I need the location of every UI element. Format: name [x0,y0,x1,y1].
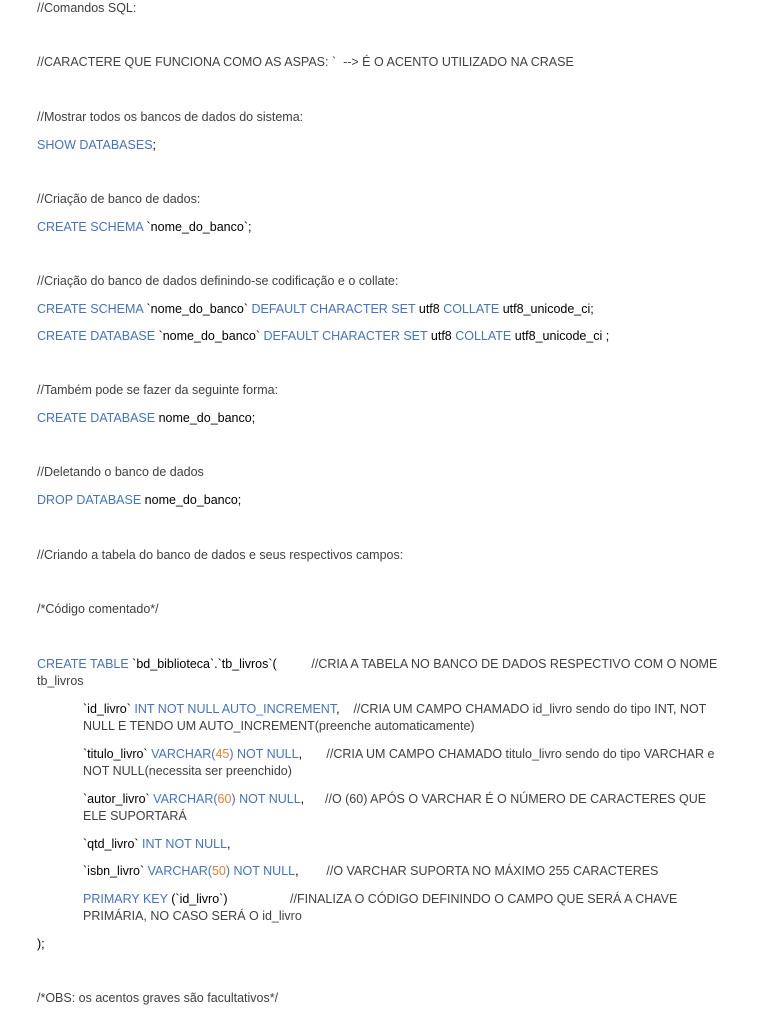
sql-text: `nome_do_banco`; [143,220,252,234]
sql-text: ; [152,138,157,152]
sql-keyword: CREATE TABLE [37,657,129,671]
code-line [37,891,727,925]
sql-text: `titulo_livro` [83,747,152,761]
code-line [37,219,727,236]
sql-text: , [336,702,340,716]
comment-line: //CARACTERE QUE FUNCIONA COMO AS ASPAS: ` --> É O ACENTO UTILIZADO NA CRASE [37,55,574,69]
sql-text: utf8_unicode_ci ; [511,329,610,343]
code-line [37,656,727,690]
sql-text: , [227,837,231,851]
sql-text: utf8_unicode_ci; [499,302,594,316]
sql-keyword: CREATE SCHEMA [37,302,144,316]
code-line [37,836,727,853]
sql-text: , [295,864,299,878]
sql-text: `nome_do_banco` [155,329,264,343]
code-line [37,410,727,427]
code-line [37,863,727,880]
inline-comment: //O VARCHAR SUPORTA NO MÁXIMO 255 CARACTERES [298,864,659,878]
sql-text: `isbn_livro` [83,864,148,878]
sql-keyword: COLLATE [455,329,512,343]
inline-comment: //O (60) APÓS O VARCHAR É O NÚMERO DE CARACTERES QUE ELE SUPORTARÁ [83,792,710,823]
sql-text: `bd_biblioteca`.`tb_livros`( [128,657,277,671]
comment-line: //Mostrar todos os bancos de dados do sistema: [37,110,304,124]
sql-text: `nome_do_banco` [143,302,252,316]
comment-line: //Também pode se fazer da seguinte forma: [37,383,279,397]
code-line [37,328,727,345]
sql-keyword: VARCHAR( [151,747,216,761]
sql-keyword: CREATE DATABASE [37,411,156,425]
code-line [37,492,727,509]
sql-keyword: SHOW DATABASES [37,138,153,152]
sql-text: , [300,792,305,806]
sql-keyword: ) NOT NULL [229,747,299,761]
sql-keyword: VARCHAR( [147,864,212,878]
sql-keyword: ) NOT NULL [225,864,296,878]
sql-number: 50 [211,864,226,878]
sql-keyword: CREATE DATABASE [37,329,156,343]
inline-comment: //CRIA A TABELA NO BANCO DE DADOS RESPECTIVO COM O NOME tb_livros [37,657,721,688]
inline-comment: //CRIA UM CAMPO CHAMADO titulo_livro sendo do tipo VARCHAR e NOT NULL(necessita ser preenchido) [83,747,718,778]
comment-line: //Criação de banco de dados: [37,192,201,206]
code-line [37,791,727,825]
sql-text: utf8 [415,302,444,316]
comment-line: //Criando a tabela do banco de dados e seus respectivos campos: [37,548,404,562]
sql-text: nome_do_banco; [155,411,256,425]
sql-text: `qtd_livro` [83,837,143,851]
sql-text: utf8 [427,329,456,343]
sql-keyword: PRIMARY KEY [83,892,168,906]
sql-keyword: INT NOT NULL [142,837,228,851]
comment-line: /*Código comentado*/ [37,602,159,616]
sql-keyword: DEFAULT CHARACTER SET [251,302,416,316]
sql-keyword: INT NOT NULL AUTO_INCREMENT [134,702,337,716]
sql-text: nome_do_banco; [141,493,242,507]
sql-text: (`id_livro`) [167,892,228,906]
sql-number: 60 [217,792,232,806]
code-line [37,746,727,780]
sql-text: `autor_livro` [83,792,154,806]
inline-comment: //CRIA UM CAMPO CHAMADO id_livro sendo do tipo INT, NOT NULL E TENDO UM AUTO_INCREMENT(preenche automaticamente) [83,702,710,733]
sql-text: `id_livro` [83,702,135,716]
inline-comment: //FINALIZA O CÓDIGO DEFININDO O CAMPO QUE SERÁ A CHAVE PRIMÁRIA, NO CASO SERÁ O id_livro [83,892,681,923]
code-line [37,701,727,735]
sql-keyword: COLLATE [443,302,500,316]
sql-keyword: VARCHAR( [153,792,218,806]
sql-keyword: DROP DATABASE [37,493,142,507]
sql-keyword: DEFAULT CHARACTER SET [263,329,428,343]
sql-text: , [298,747,303,761]
code-line [37,137,727,154]
comment-line: //Deletando o banco de dados [37,465,204,479]
sql-keyword: ) NOT NULL [231,792,301,806]
sql-number: 45 [215,747,230,761]
comment-line: /*OBS: os acentos graves são facultativos*/ [37,991,279,1005]
code-line: ); [37,937,45,951]
comment-line: //Criação do banco de dados definindo-se codificação e o collate: [37,274,399,288]
comment-line: //Comandos SQL: [37,1,137,15]
code-line [37,301,727,318]
sql-keyword: CREATE SCHEMA [37,220,144,234]
